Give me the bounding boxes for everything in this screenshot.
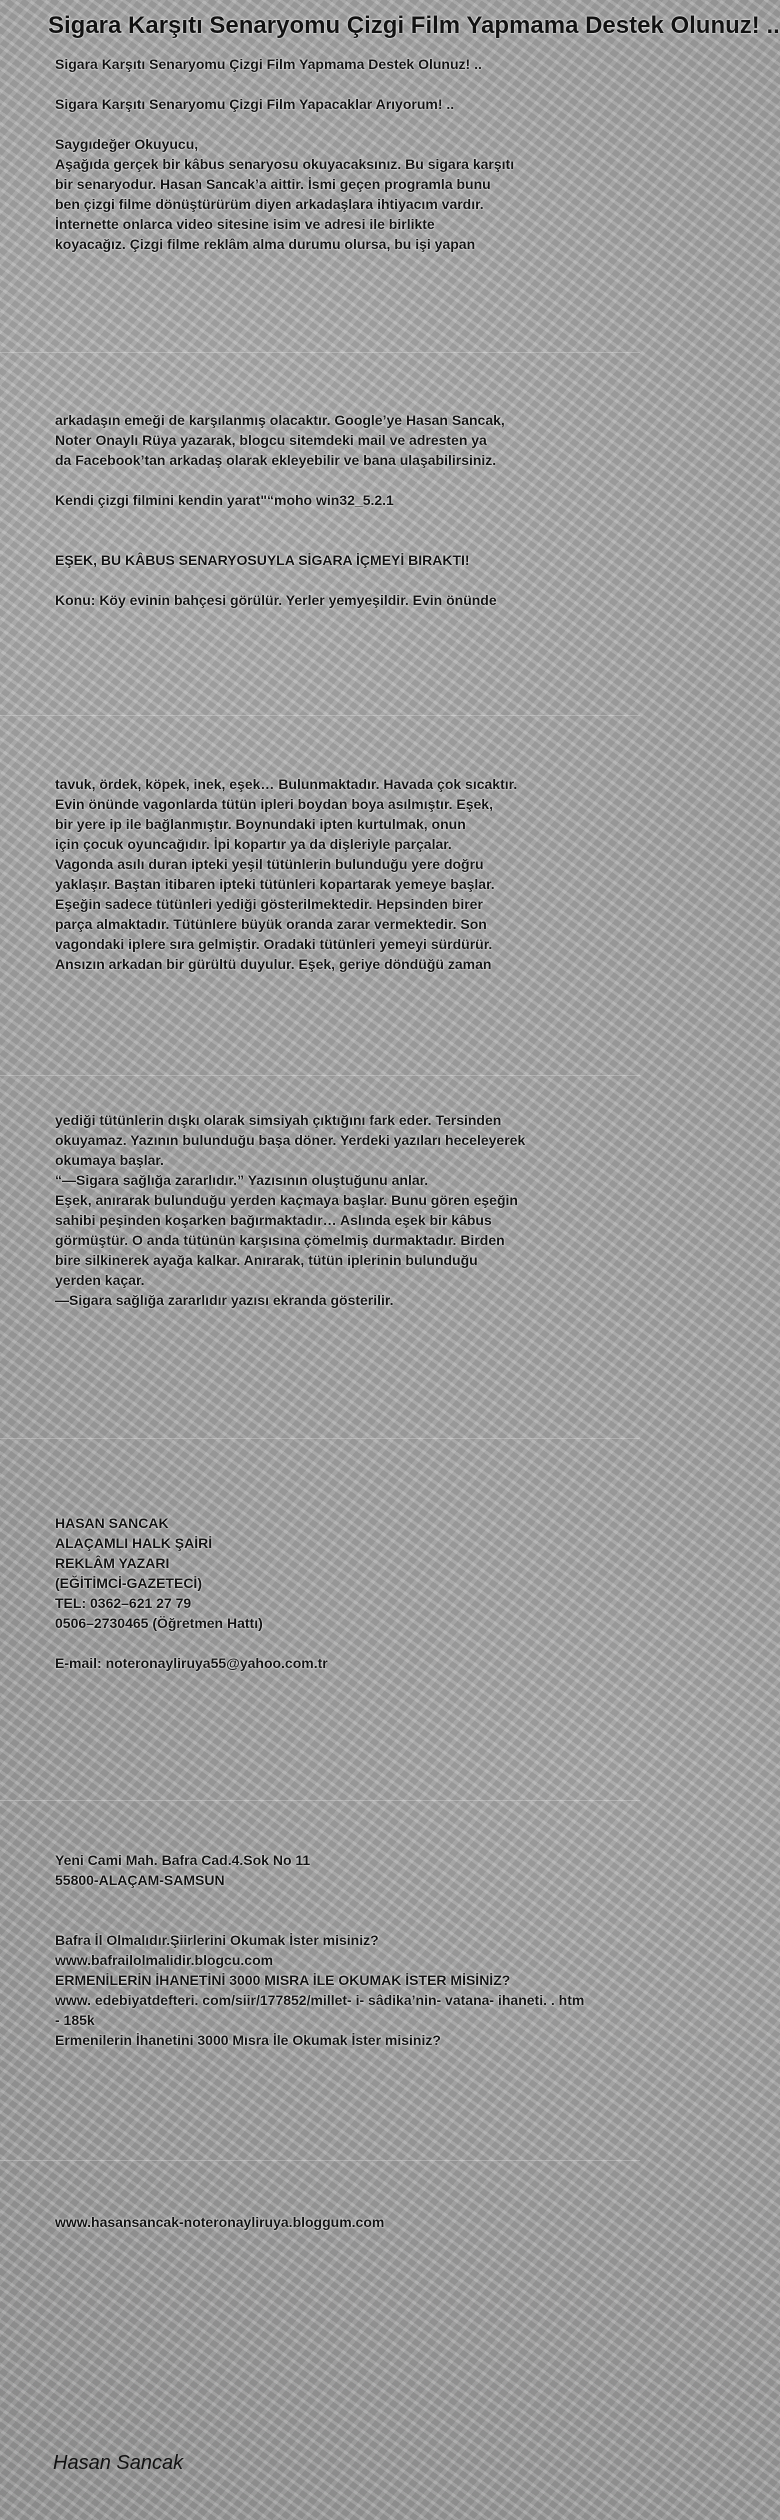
text-line: vagondaki iplere sıra gelmiştir. Oradaki tütünleri yemeyi sürdürür. [55,936,493,952]
section-divider [0,1075,640,1076]
text-line: HASAN SANCAK [55,1515,169,1531]
text-line: Vagonda asılı duran ipteki yeşil tütünlerin bulunduğu yere doğru [55,856,484,872]
text-line: Eşeğin sadece tütünleri yediği gösterilmektedir. Hepsinden birer [55,896,483,912]
text-line [55,570,635,590]
text-line: Aşağıda gerçek bir kâbus senaryosu okuyacaksınız. Bu sigara karşıtı [55,156,515,172]
text-block-request [55,410,635,610]
text-line: arkadaşın emeği de karşılanmış olacaktır. Google’ye Hasan Sancak, [55,412,505,428]
text-line: parça almaktadır. Tütünlere büyük oranda zarar vermektedir. Son [55,916,487,932]
text-line: E-mail: noteronayliruya55@yahoo.com.tr [55,1655,328,1671]
text-line: Sigara Karşıtı Senaryomu Çizgi Film Yapmama Destek Olunuz! .. [55,56,482,72]
text-line: - 185k [55,2012,95,2028]
section-divider [0,1800,640,1801]
text-block-contact [55,1513,635,1673]
text-line: koyacağız. Çizgi filme reklâm alma durumu olursa, bu işi yapan [55,236,476,252]
text-line: yaklaşır. Baştan itibaren ipteki tütünleri kopartarak yemeye başlar. [55,876,495,892]
author-signature: Hasan Sancak [53,2452,184,2474]
text-line [55,470,635,490]
text-line: 0506–2730465 (Öğretmen Hattı) [55,1615,263,1631]
text-line [55,530,635,550]
text-line: REKLÂM YAZARI [55,1555,170,1571]
text-line [55,1633,635,1653]
text-line [55,114,635,134]
web-link[interactable]: www. edebiyatdefteri. com/siir/177852/millet- i- sâdika’nin- vatana- ihaneti. . htm [55,1992,585,2008]
text-line: bir senaryodur. Hasan Sancak’a aittir. İsmi geçen programla bunu [55,176,491,192]
text-line: TEL: 0362–621 27 79 [55,1595,192,1611]
section-divider [0,715,640,716]
text-line: tavuk, ördek, köpek, inek, eşek… Bulunmaktadır. Havada çok sıcaktır. [55,776,518,792]
text-line: Eşek, anırarak bulunduğu yerden kaçmaya başlar. Bunu gören eşeğin [55,1192,518,1208]
text-line: görmüştür. O anda tütünün karşısına çömelmiş durmaktadır. Birden [55,1232,505,1248]
text-line [55,1910,635,1930]
text-line: (EĞİTİMCİ-GAZETECİ) [55,1575,202,1591]
text-line: yerden kaçar. [55,1272,145,1288]
text-line [55,510,635,530]
text-line: bir yere ip ile bağlanmıştır. Boynundaki ipten kurtulmak, onun [55,816,466,832]
text-line: okumaya başlar. [55,1152,164,1168]
text-line: 55800-ALAÇAM-SAMSUN [55,1872,225,1888]
text-line: da Facebook’tan arkadaş olarak ekleyebilir ve bana ulaşabilirsiniz. [55,452,497,468]
text-line [55,1890,635,1910]
text-block-story-1 [55,774,635,974]
text-line: Ansızın arkadan bir gürültü duyulur. Eşek, geriye döndüğü zaman [55,956,492,972]
text-line: Noter Onaylı Rüya yazarak, blogcu sitemdeki mail ve adresten ya [55,432,487,448]
text-line: Saygıdeğer Okuyucu, [55,136,199,152]
web-link[interactable]: www.bafrailolmalidir.blogcu.com [55,1952,274,1968]
text-line: okuyamaz. Yazının bulunduğu başa döner. Yerdeki yazıları heceleyerek [55,1132,526,1148]
text-line: için çocuk oyuncağıdır. İpi kopartır ya da dişleriyle parçalar. [55,836,452,852]
text-line: yediği tütünlerin dışkı olarak simsiyah çıktığını fark eder. Tersinden [55,1112,502,1128]
text-line: Ermenilerin İhanetini 3000 Mısra İle Okumak İster misiniz? [55,2032,441,2048]
text-line: “—Sigara sağlığa zararlıdır.” Yazısının oluştuğunu anlar. [55,1172,429,1188]
text-line: ALAÇAMLI HALK ŞAİRİ [55,1535,213,1551]
text-line: Yeni Cami Mah. Bafra Cad.4.Sok No 11 [55,1852,311,1868]
text-block-story-2 [55,1110,635,1310]
section-divider [0,2160,640,2161]
section-divider [0,352,640,353]
page-title: Sigara Karşıtı Senaryomu Çizgi Film Yapmama Destek Olunuz! .. [48,12,780,39]
text-line: Sigara Karşıtı Senaryomu Çizgi Film Yapacaklar Arıyorum! .. [55,96,455,112]
text-block-address-links [55,1850,635,2050]
text-line: ERMENİLERİN İHANETİNİ 3000 MISRA İLE OKUMAK İSTER MİSİNİZ? [55,1972,511,1988]
text-line: bire silkinerek ayağa kalkar. Anırarak, tütün iplerinin bulunduğu [55,1252,478,1268]
text-line: İnternette onlarca video sitesine isim ve adresi ile birlikte [55,216,435,232]
text-line [55,74,635,94]
text-line: sahibi peşinden koşarken bağırmaktadır… Aslında eşek bir kâbus [55,1212,492,1228]
text-line: Bafra İl Olmalıdır.Şiirlerini Okumak İster misiniz? [55,1932,379,1948]
text-line: EŞEK, BU KÂBUS SENARYOSUYLA SİGARA İÇMEYİ BIRAKTI! [55,552,470,568]
section-divider [0,1438,640,1439]
web-link[interactable]: www.hasansancak-noteronayliruya.bloggum.com [55,2214,385,2230]
text-line: Konu: Köy evinin bahçesi görülür. Yerler yemyeşildir. Evin önünde [55,592,497,608]
text-line: Kendi çizgi filmini kendin yarat"“moho win32_5.2.1 [55,492,394,508]
text-line: Evin önünde vagonlarda tütün ipleri boydan boya asılmıştır. Eşek, [55,796,493,812]
text-line: —Sigara sağlığa zararlıdır yazısı ekranda gösterilir. [55,1292,394,1308]
text-block-blog-link [55,2212,635,2232]
text-block-intro [55,54,635,254]
text-line: ben çizgi filme dönüştürürüm diyen arkadaşlara ihtiyacım vardır. [55,196,484,212]
